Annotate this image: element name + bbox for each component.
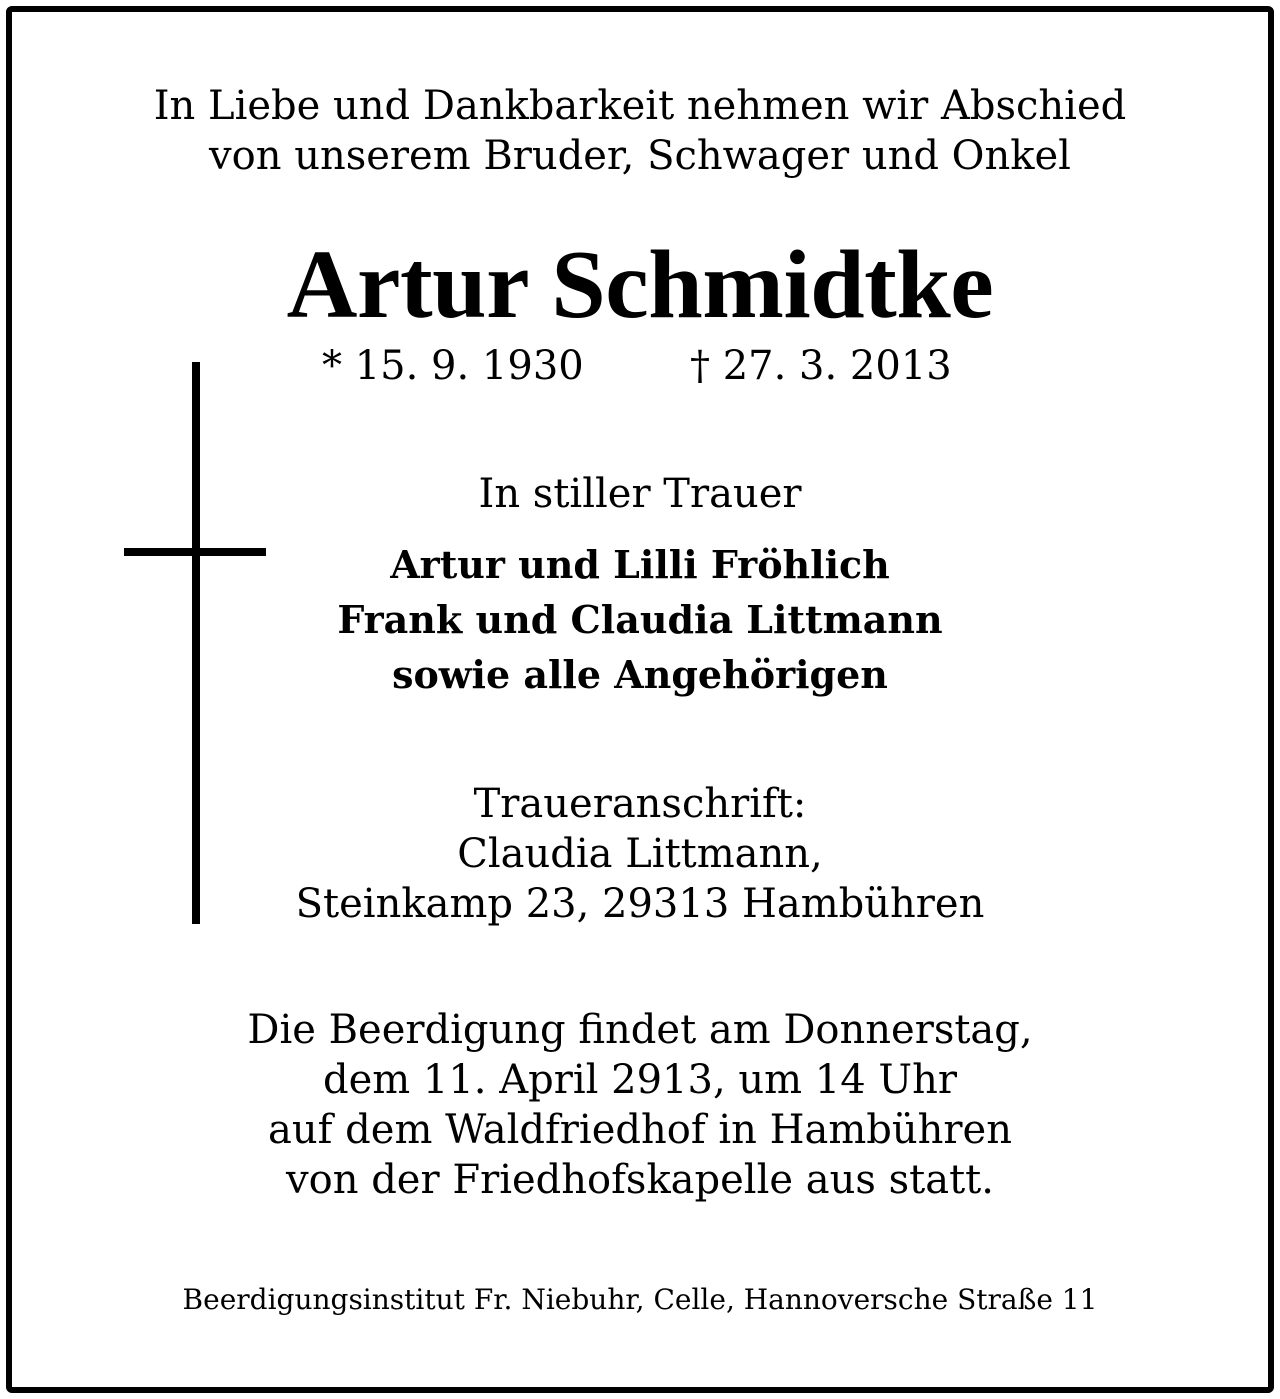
address-name: Claudia Littmann, xyxy=(457,831,823,877)
funeral-line: von der Friedhofskapelle aus statt. xyxy=(286,1157,994,1203)
funeral-notice xyxy=(0,1007,1280,1210)
undertaker-footer: Beerdigungsinstitut Fr. Niebuhr, Celle, Hannoversche Straße 11 xyxy=(182,1283,1098,1316)
mourners-list xyxy=(0,542,1280,711)
intro-text xyxy=(0,83,1280,186)
intro-line-2: von unserem Bruder, Schwager und Onkel xyxy=(209,133,1071,179)
mourner-line: Frank und Claudia Littmann xyxy=(337,597,943,642)
intro-line-1: In Liebe und Dankbarkeit nehmen wir Abschied xyxy=(153,83,1127,129)
mourning-address xyxy=(0,781,1280,934)
mourner-line: sowie alle Angehörigen xyxy=(392,652,888,697)
birth-date: * 15. 9. 1930 xyxy=(322,343,584,389)
funeral-line: dem 11. April 2913, um 14 Uhr xyxy=(322,1057,957,1103)
address-street: Steinkamp 23, 29313 Hambühren xyxy=(295,881,985,927)
death-date: † 27. 3. 2013 xyxy=(690,343,952,389)
funeral-line: Die Beerdigung findet am Donnerstag, xyxy=(247,1007,1033,1053)
deceased-name: Artur Schmidtke xyxy=(286,231,994,339)
funeral-line: auf dem Waldfriedhof in Hambühren xyxy=(268,1107,1012,1153)
address-label: Traueranschrift: xyxy=(473,781,807,827)
mourner-line: Artur und Lilli Fröhlich xyxy=(390,542,890,587)
mourning-heading: In stiller Trauer xyxy=(478,471,802,517)
